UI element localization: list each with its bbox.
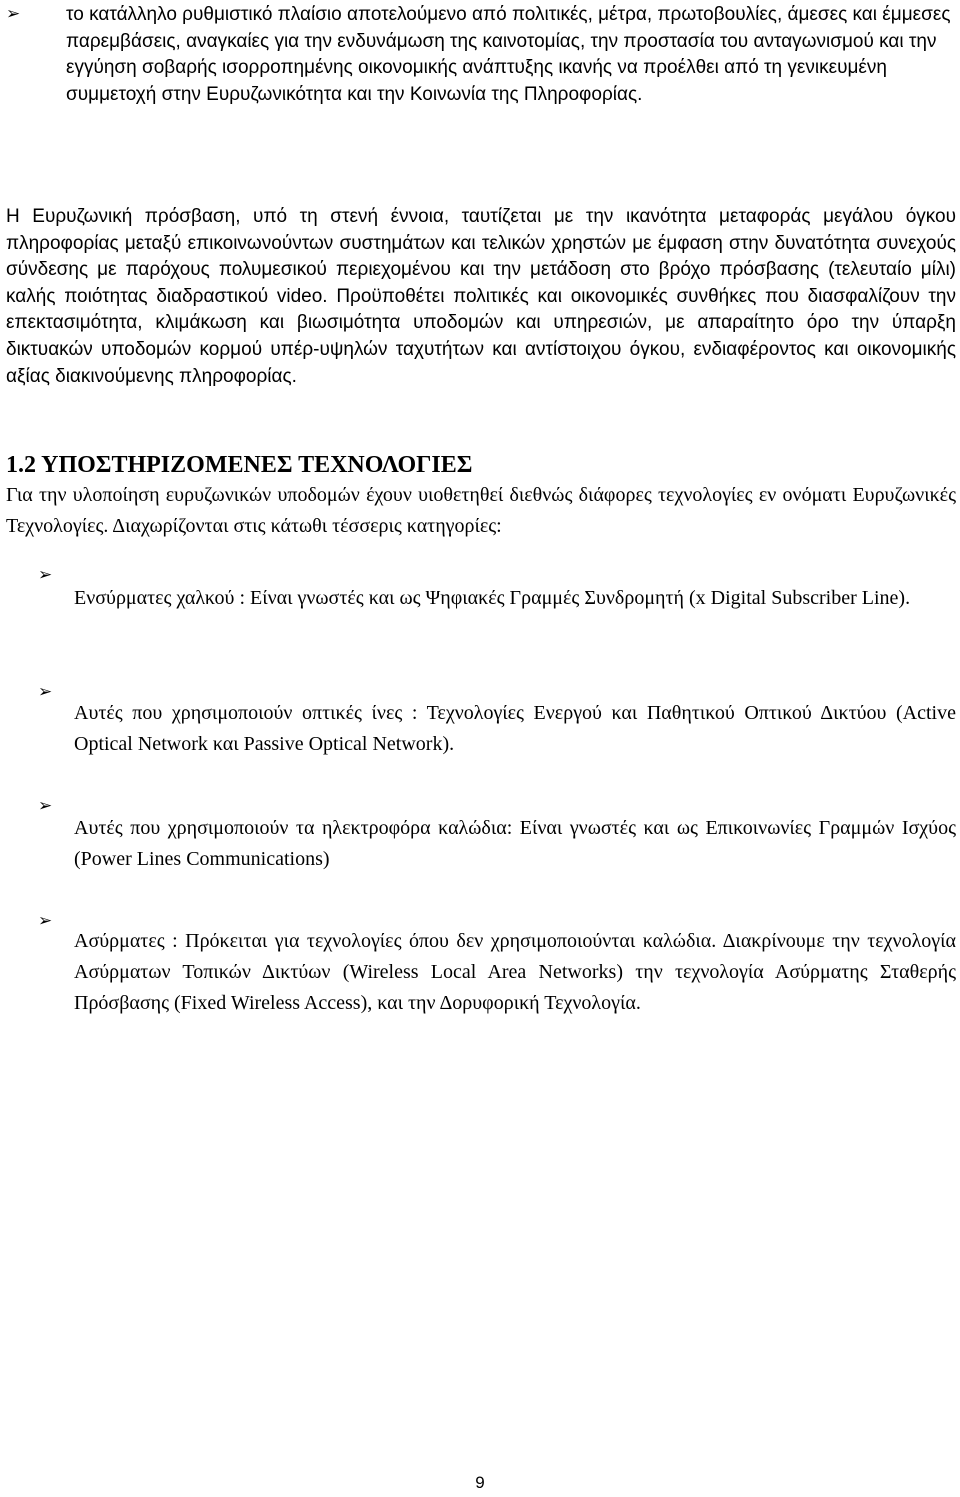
bullet-arrow-icon: ➢ bbox=[6, 4, 21, 24]
page-number: 9 bbox=[475, 1473, 485, 1492]
list-item: Αυτές που χρησιμοποιούν οπτικές ίνες : Τεχνολογίες Ενεργού και Παθητικού Οπτικού Δικτύου (Active Optical Network και Passive Optical Network). bbox=[74, 702, 956, 755]
list-item: Αυτές που χρησιμοποιούν τα ηλεκτροφόρα καλώδια: Είναι γνωστές και ως Επικοινωνίες Γραμμών Ισχύος (Power Lines Communications) bbox=[74, 817, 956, 870]
bullet-arrow-icon: ➢ bbox=[38, 796, 53, 816]
bullet-arrow-icon: ➢ bbox=[38, 565, 53, 585]
list-item: Ασύρματες : Πρόκειται για τεχνολογίες όπου δεν χρησιμοποιούνται καλώδια. Διακρίνουμε την τεχνολογία Ασύρματων Τοπικών Δικτύων (Wireless Local Area Networks) την τεχνολογία Ασύρματης Σταθερής Πρόσβασης (Fixed Wireless Access), και την Δορυφορική Τεχνολογία. bbox=[74, 930, 956, 1014]
broadband-definition-paragraph: Η Ευρυζωνική πρόσβαση, υπό τη στενή έννοια, ταυτίζεται με την ικανότητα μεταφοράς μεγάλου όγκου πληροφορίας μεταξύ επικοινωνούντων συστημάτων και τελικών χρηστών με έμφαση στην δυνατότητα συνεχούς σύνδεσης με παρόχους πολυμεσικού περιεχομένου και την μετάδοση στο βρόχο πρόσβασης (τελευταίο μίλι) καλής ποιότητας διαδραστικού video. Προϋποθέτει πολιτικές και οικονομικές συνθήκες που διασφαλίζουν την επεκτασιμότητα, κλιμάκωση και βιωσιμότητα υποδομών και υπηρεσιών, με απαραίτητο όρο την ύπαρξη δικτυακών υποδομών κορμού υπέρ-υψηλών ταχυτήτων και αντίστοιχου όγκου, ενδιαφέροντος και οικονομικής αξίας διακινούμενης πληροφορίας. bbox=[6, 206, 956, 387]
list-item: Ενσύρματες χαλκού : Είναι γνωστές και ως Ψηφιακές Γραμμές Συνδρομητή (x Digital Subscriber Line). bbox=[74, 587, 911, 609]
section-intro-paragraph: Για την υλοποίηση ευρυζωνικών υποδομών έχουν υιοθετηθεί διεθνώς διάφορες τεχνολογίες εν ονόματι Ευρυζωνικές Τεχνολογίες. Διαχωρίζονται στις κάτωθι τέσσερις κατηγορίες: bbox=[6, 484, 956, 537]
bullet-arrow-icon: ➢ bbox=[38, 682, 53, 702]
bullet-arrow-icon: ➢ bbox=[38, 911, 53, 931]
section-heading: 1.2 ΥΠΟΣΤΗΡΙΖΟΜΕΝΕΣ ΤΕΧΝΟΛΟΓΙΕΣ bbox=[6, 452, 473, 478]
top-bullet-text: το κατάλληλο ρυθμιστικό πλαίσιο αποτελούμενο από πολιτικές, μέτρα, πρωτοβουλίες, άμεσες και έμμεσες παρεμβάσεις, αναγκαίες για την ενδυνάμωση της καινοτομίας, την προστασία του ανταγωνισμού και την εγγύηση σοβαρής ισορροπημένης οικονομικής ανάπτυξης ικανής να προέλθει από τη γενικευμένη συμμετοχή στην Ευρυζωνικότητα και την Κοινωνία της Πληροφορίας. bbox=[66, 4, 951, 106]
